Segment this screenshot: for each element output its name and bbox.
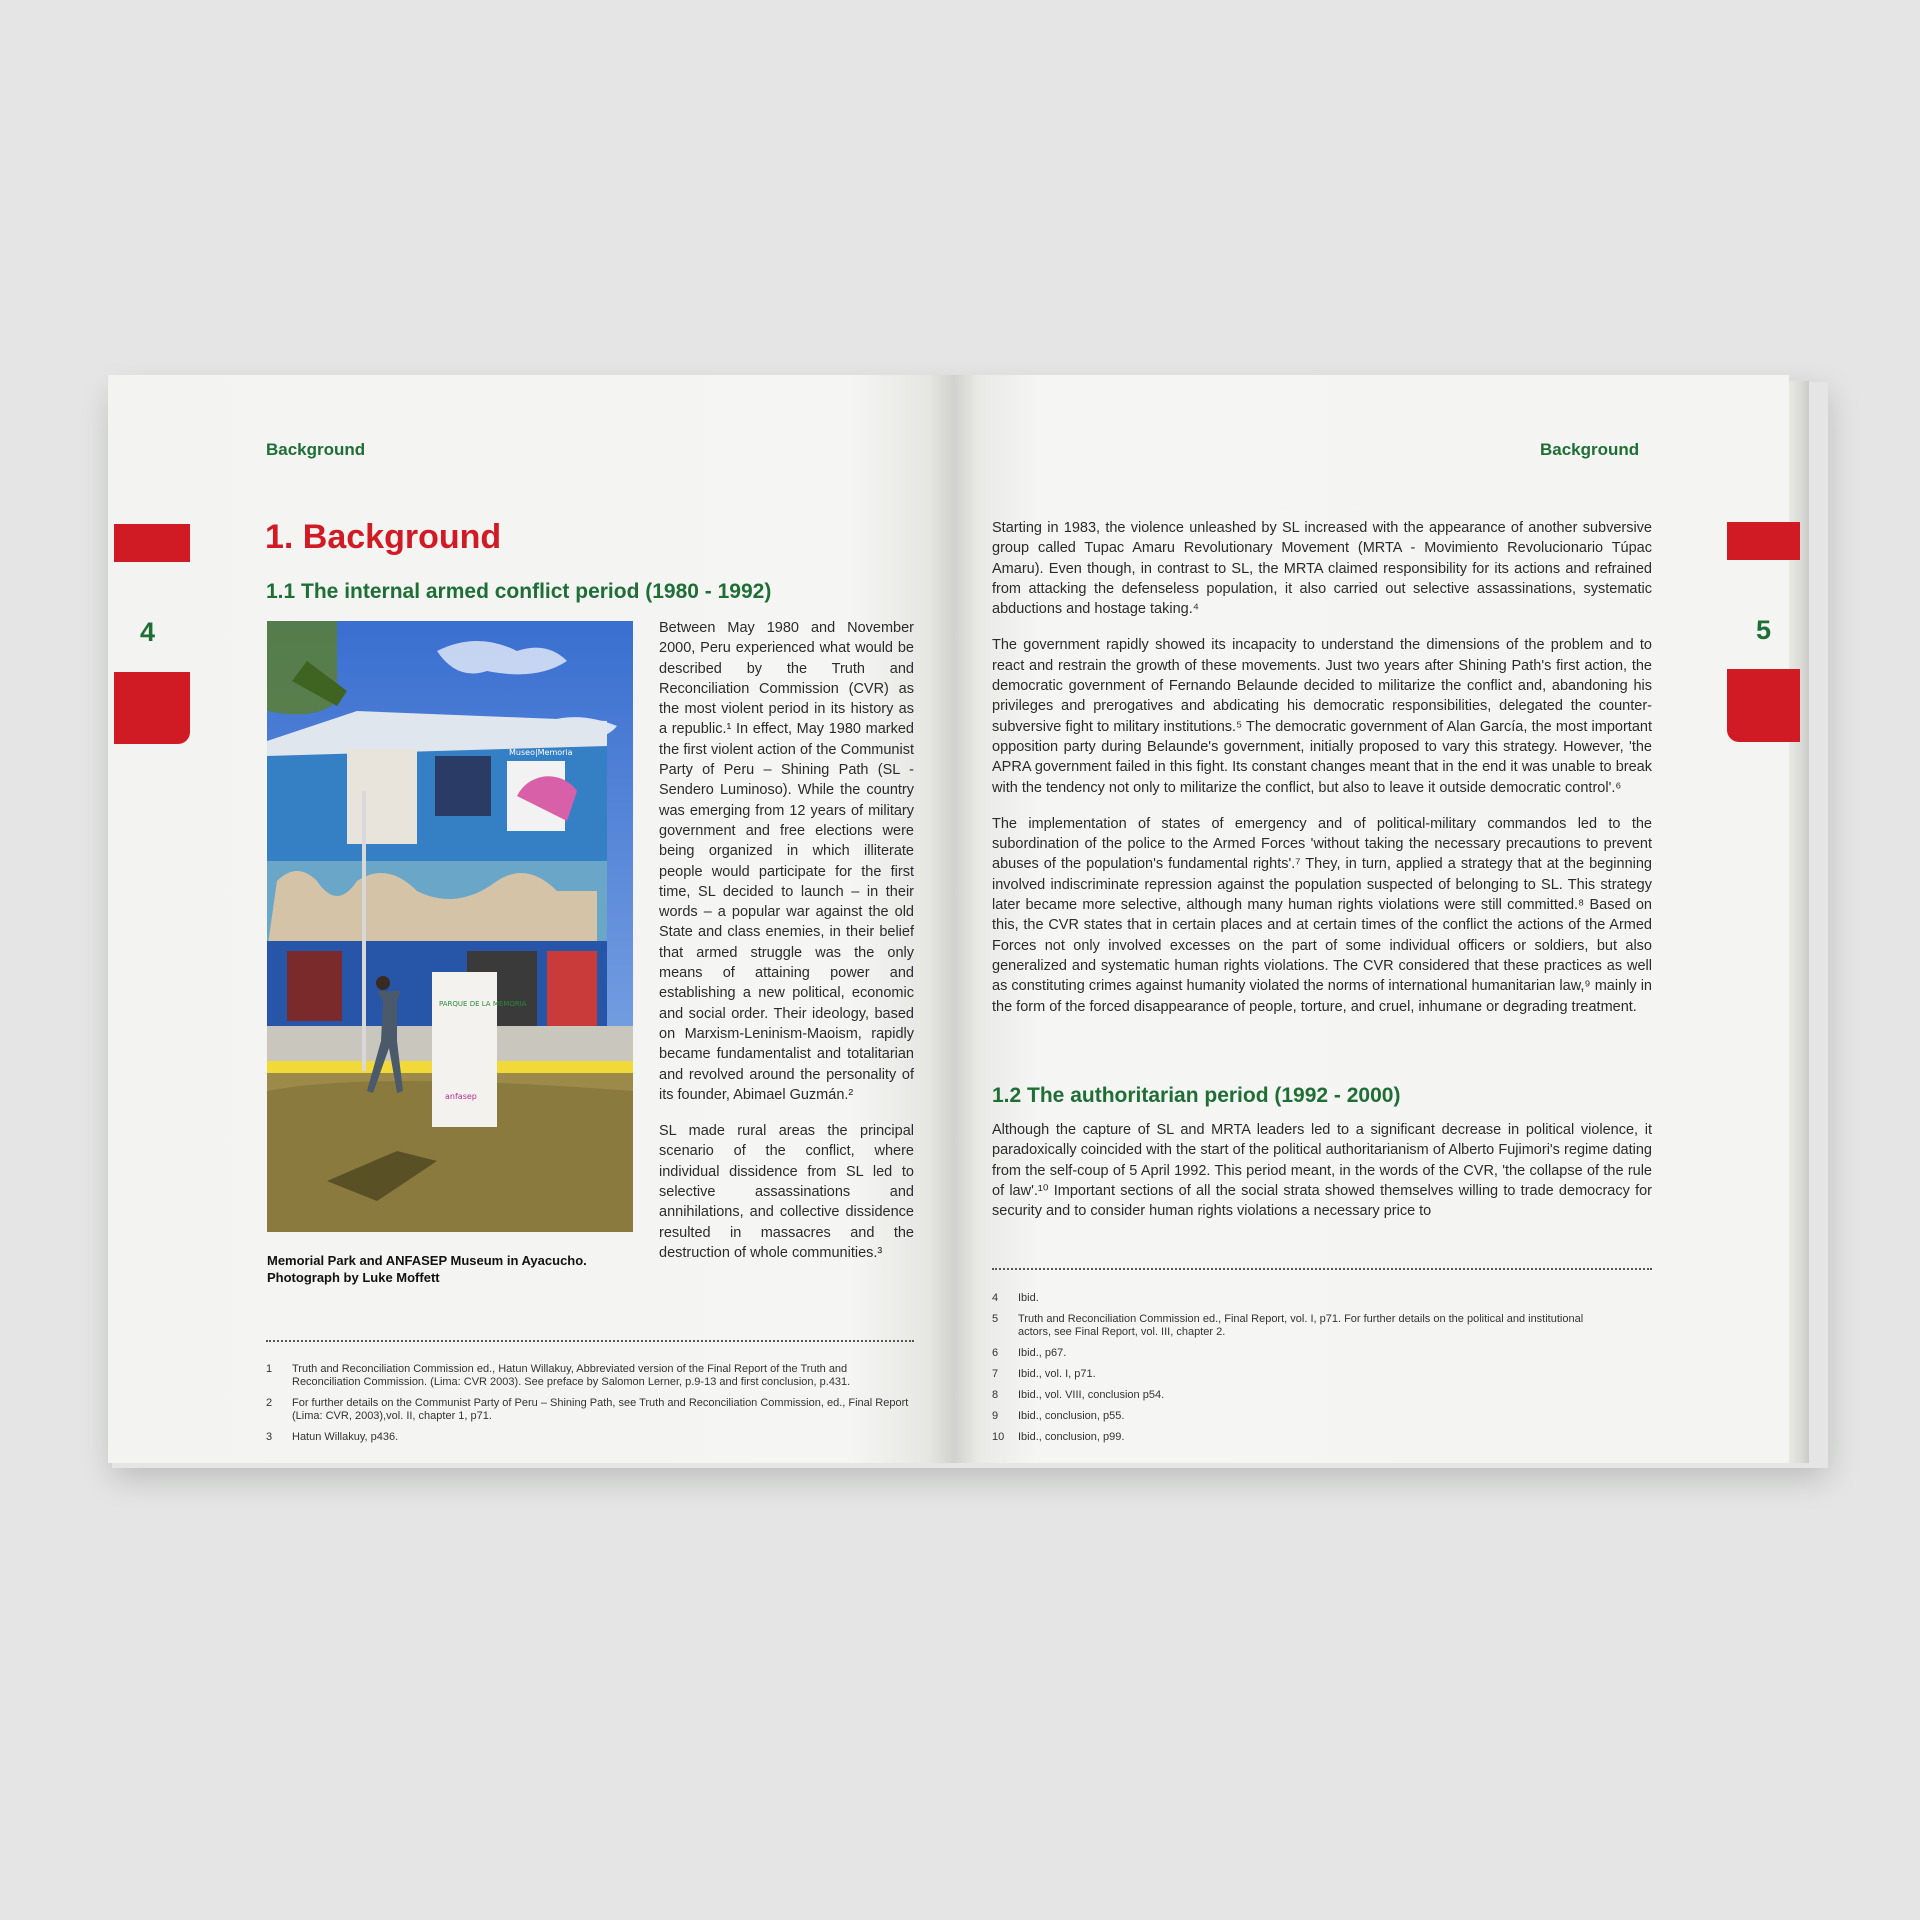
footnote-separator-right (992, 1268, 1652, 1270)
left-body-text (659, 618, 914, 1279)
footnote: 7 Ibid., vol. I, p71. (992, 1368, 1096, 1380)
paragraph: SL made rural areas the principal scenario of the conflict, where individual dissidence from SL led to selective assassinations and annihilations, and collective dissidence resulted in massacres and the destruction of whole communities.³ (659, 1123, 914, 1261)
paragraph: Between May 1980 and November 2000, Peru experienced what would be described by the Truth and Reconciliation Commission (CVR) as the most violent period in its history as a republic.¹ In effect, May 1980 marked the first violent action of the Communist Party of Peru – Shining Path (SL - Sendero Luminoso). While the country was emerging from 12 years of military government and free elections were being organized in which illiterate people would participate for the first time, SL decided to launch – in their words – a popular war against the old State and class enemies, in their belief that armed struggle was the only means of attaining power and establishing a new political, economic and social order. Their ideology, based on Marxism-Leninism-Maoism, rapidly became fundamentalist and totalitarian and revolved around the personality of its founder, Abimael Guzmán.² (659, 620, 914, 1103)
footnote: 3 Hatun Willakuy, p436. (266, 1431, 399, 1443)
right-body-text-2 (992, 1120, 1652, 1237)
page-tab-bottom-left (114, 672, 190, 744)
page-tab-bottom-right (1727, 669, 1800, 742)
running-head-left: Background (266, 440, 366, 459)
museum-sign-text: Museo|Memoria (509, 748, 573, 757)
page-tab-top-left (114, 524, 190, 562)
paragraph: The implementation of states of emergency and of political-military commandos led to the subordination of the police to the Armed Forces 'without taking the necessary precautions to prevent abuses of the population's fundamental rights'.⁷ They, in turn, applied a strategy that at the beginning involved indiscriminate repression against the population suspected of belonging to SL. This strategy later became more selective, although many human rights violations were still committed.⁸ Based on this, the CVR states that in certain places and at certain times of the conflict the actions of the Armed Forces not only involved excesses on the part of some individual officers or soldiers, but also generalized and systematic human rights violations. The CVR considered that these practices as well as constituting crimes against humanity violated the norms of international humanitarian law,⁹ mainly in the form of the forced disappearance of people, torture, and cruel, inhumane or degrading treatment. (992, 815, 1652, 1015)
anfasep-logo-text: anfasep (445, 1092, 477, 1101)
footnote-separator-left (266, 1340, 914, 1342)
footnote: 6 Ibid., p67. (992, 1347, 1067, 1359)
section-heading-1-1: 1.1 The internal armed conflict period (1980 - 1992) (266, 580, 772, 603)
footnote: 4 Ibid. (992, 1292, 1039, 1304)
page-tab-top-right (1727, 522, 1800, 560)
footnotes-right (992, 1292, 1612, 1452)
footnote: 5 Truth and Reconciliation Commission ed., Final Report, vol. I, p71. For further details on the political and institutional actors, see Final Report, vol. III, chapter 2. (992, 1313, 1584, 1338)
footnote: 10 Ibid., conclusion, p99. (992, 1431, 1125, 1443)
footnotes-left (266, 1363, 914, 1452)
photo-caption: Memorial Park and ANFASEP Museum in Ayacucho. Photograph by Luke Moffett (267, 1253, 587, 1285)
footnote: 8 Ibid., vol. VIII, conclusion p54. (992, 1389, 1165, 1401)
paragraph: Although the capture of SL and MRTA leaders led to a significant decrease in political violence, it paradoxically coincided with the start of the political authoritarianism of Alberto Fujimori's regime dating from the self-coup of 5 April 1992. This period meant, in the words of the CVR, 'the collapse of the rule of law'.¹⁰ Important sections of all the social strata showed themselves willing to trade democracy for security and to consider human rights violations a necessary price to (992, 1122, 1652, 1220)
paragraph: The government rapidly showed its incapacity to understand the dimensions of the problem and to react and restrain the growth of these movements. Just two years after Shining Path's first action, the democratic government of Fernando Belaunde decided to militarize the conflict and, abandoning his privileges and prerogatives and abdicating his democratic responsibilities, delegated the counter-subversive fight to military institutions.⁵ The democratic government of Alan García, the most important opposition party during Belaunde's government, initially proposed to vary this strategy. However, 'the APRA government failed in this fight. Its constant changes meant that in the end it was unable to break with the tendency not only to militarize the conflict, but also to leave it outside democratic control'.⁶ (992, 637, 1652, 796)
page-number-left: 4 (140, 617, 156, 647)
footnote: 9 Ibid., conclusion, p55. (992, 1410, 1125, 1422)
page-number-right: 5 (1756, 615, 1772, 645)
right-body-text (992, 518, 1652, 1033)
photo-sign-text: PARQUE DE LA MEMORIA (439, 1000, 527, 1008)
memorial-park-photo (267, 621, 633, 1232)
section-heading-1-2: 1.2 The authoritarian period (1992 - 2000) (992, 1084, 1401, 1107)
footnote: 1 Truth and Reconciliation Commission ed., Hatun Willakuy, Abbreviated version of the Final Report of the Truth and Reconciliation Commission. (Lima: CVR 2003). See preface by Salomon Lerner, p.9-13 and first conclusion, p.431. (266, 1363, 851, 1388)
chapter-title: 1. Background (265, 518, 502, 556)
footnote: 2 For further details on the Communist Party of Peru – Shining Path, see Truth and Reconciliation Commission, ed., Final Report (Lima: CVR, 2003),vol. II, chapter 1, p71. (266, 1397, 909, 1422)
running-head-right: Background (1540, 440, 1640, 459)
paragraph: Starting in 1983, the violence unleashed by SL increased with the appearance of another subversive group called Tupac Amaru Revolutionary Movement (MRTA - Movimiento Revolucionario Túpac Amaru). Even though, in contrast to SL, the MRTA claimed responsibility for its actions and refrained from attacking the defenseless population, it also carried out selective assassinations, systematic abductions and hostage taking.⁴ (992, 520, 1652, 618)
